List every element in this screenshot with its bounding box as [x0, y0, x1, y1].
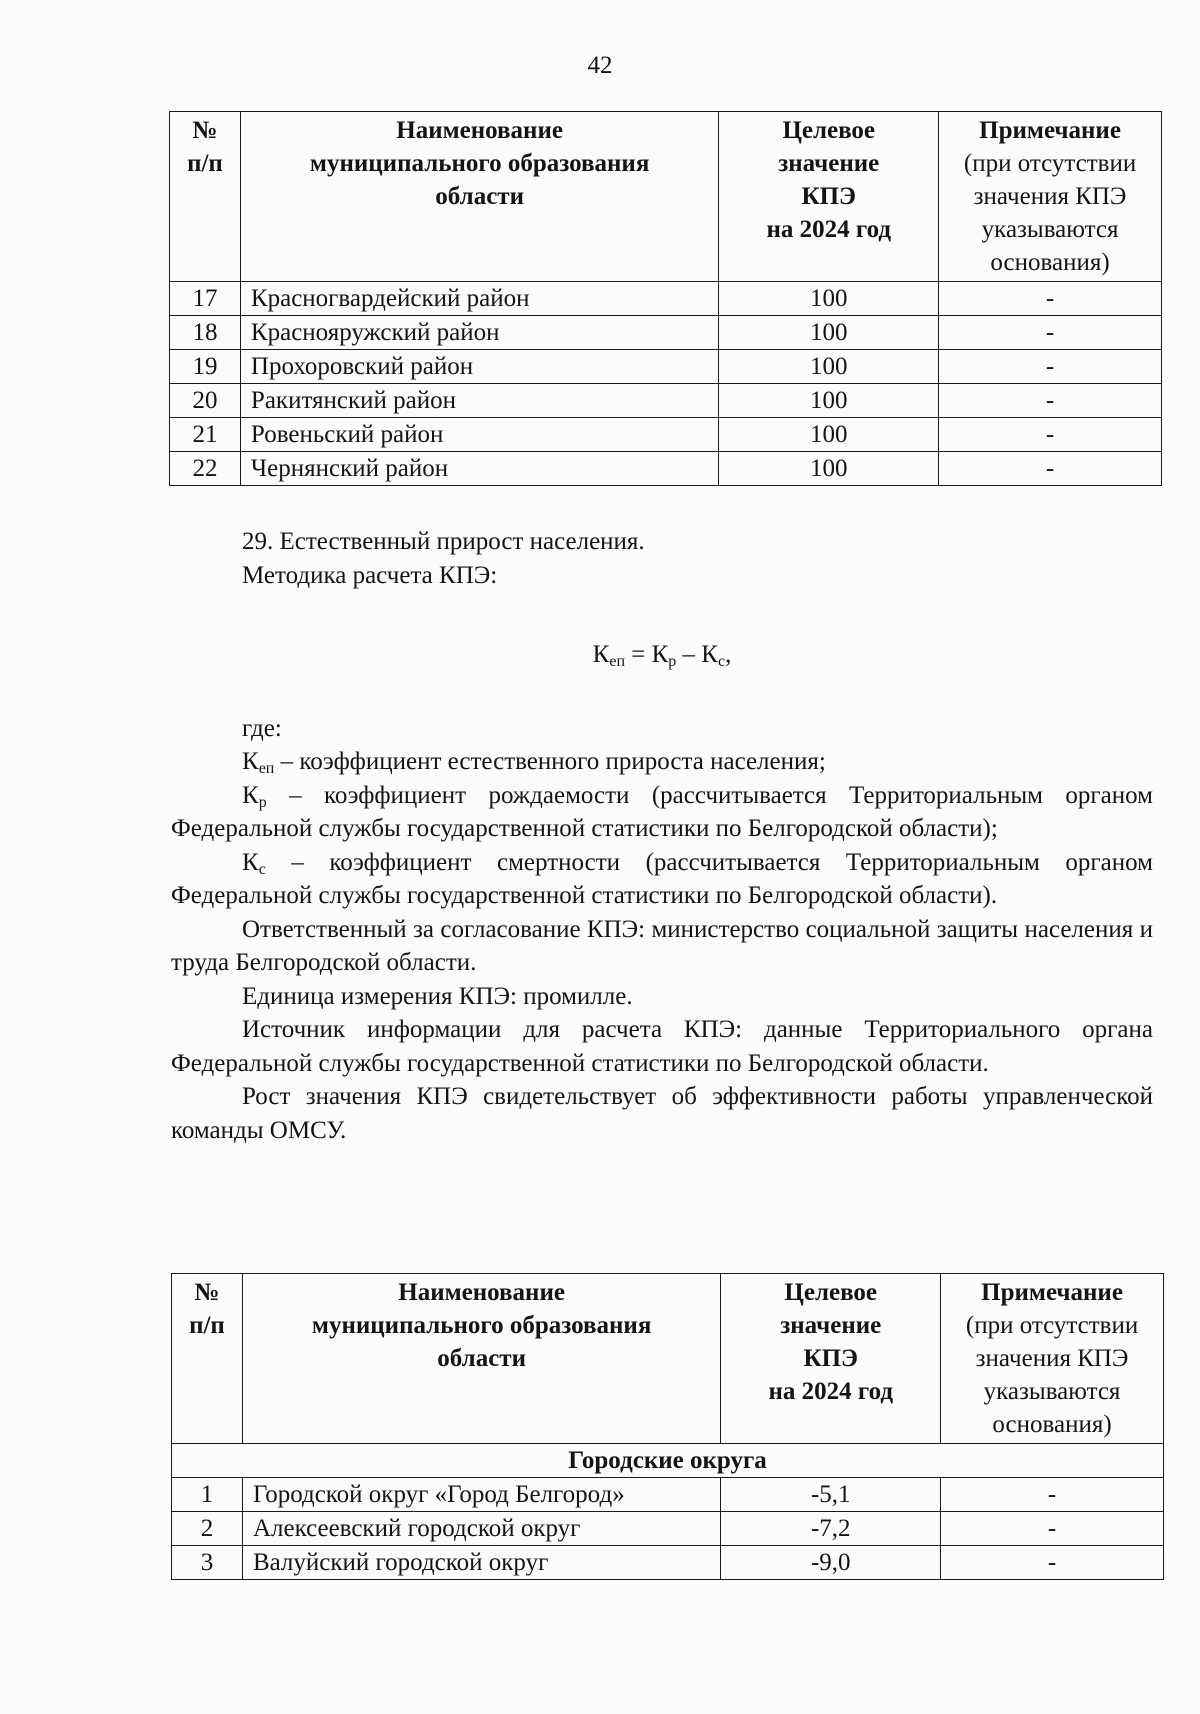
row-note: - [941, 1478, 1164, 1512]
row-value: -5,1 [721, 1478, 941, 1512]
formula [171, 638, 1153, 672]
formula-part: К [592, 641, 610, 668]
header-num-line: № [192, 117, 218, 144]
def-sub: с [258, 860, 266, 878]
def-symbol: К [242, 781, 259, 809]
header-target-line: значение [780, 1312, 882, 1339]
formula-part: = К [625, 641, 669, 668]
growth-paragraph: Рост значения КПЭ свидетельствует об эффективности работы управленческой команды ОМСУ. [171, 1083, 1153, 1144]
def-sub: р [258, 793, 267, 811]
header-name-line: области [435, 183, 524, 210]
header-note-line: указываются [983, 1378, 1121, 1405]
row-value: 100 [719, 418, 939, 452]
row-num: 18 [170, 316, 241, 350]
header-name-line: Наименование [396, 117, 563, 144]
header-target-line: Целевое [784, 1279, 878, 1306]
row-num: 2 [172, 1512, 243, 1546]
header-target [719, 112, 939, 282]
header-note [941, 1274, 1164, 1444]
header-note-line: указываются [981, 216, 1119, 243]
header-target-line: Целевое [782, 117, 876, 144]
row-num: 17 [170, 282, 241, 316]
row-value: 100 [719, 282, 939, 316]
row-name: Алексеевский городской округ [242, 1512, 720, 1546]
definition-ks [171, 846, 1153, 913]
group-row [172, 1444, 1164, 1478]
header-target-line: КПЭ [803, 1345, 858, 1372]
formula-part: , [725, 641, 732, 668]
def-text: – коэффициент смертности (рассчитывается Территориальным органом Федеральной службы государственной статистики по Белгородской области). [171, 848, 1153, 909]
row-name: Прохоровский район [240, 350, 718, 384]
row-name: Ровеньский район [240, 418, 718, 452]
item-title: 29. Естественный прирост населения. [242, 528, 645, 555]
header-note-line: основания) [990, 249, 1110, 276]
row-value: 100 [719, 384, 939, 418]
formula-sub: еп [609, 653, 626, 670]
document-body [171, 525, 1153, 1147]
row-value: -9,0 [721, 1546, 941, 1580]
header-note-line: (при отсутствии [965, 1312, 1139, 1339]
table-row [170, 452, 1162, 486]
row-note: - [939, 316, 1162, 350]
header-target-line: на 2024 год [768, 1378, 893, 1405]
row-value: 100 [719, 452, 939, 486]
row-value: 100 [719, 316, 939, 350]
header-target-line: значение [778, 150, 880, 177]
row-note: - [941, 1546, 1164, 1580]
header-num [170, 112, 241, 282]
header-note-line: Примечание [981, 1279, 1123, 1306]
table-row [170, 350, 1162, 384]
row-value: 100 [719, 350, 939, 384]
header-num-line: п/п [187, 150, 223, 177]
table-row [172, 1512, 1164, 1546]
responsible-paragraph: Ответственный за согласование КПЭ: министерство социальной защиты населения и труда Белгородской области. [171, 915, 1153, 976]
row-num: 20 [170, 384, 241, 418]
header-note-line: (при отсутствии [963, 150, 1137, 177]
header-target-line: КПЭ [801, 183, 856, 210]
header-name-line: области [437, 1345, 526, 1372]
method-label: Методика расчета КПЭ: [242, 561, 498, 589]
formula-sub: с [717, 653, 726, 670]
row-name: Городской округ «Город Белгород» [242, 1478, 720, 1512]
source-paragraph: Источник информации для расчета КПЭ: данные Территориального органа Федеральной службы государственной статистики по Белгородской области. [171, 1016, 1153, 1077]
def-text: – коэффициент рождаемости (рассчитывается Территориальным органом Федеральной службы государственной статистики по Белгородской области); [171, 781, 1153, 842]
table-header-row [172, 1274, 1164, 1444]
def-symbol: К [242, 848, 259, 876]
def-text: – коэффициент естественного прироста населения; [274, 748, 826, 775]
row-note: - [941, 1512, 1164, 1546]
kpe-table-top [169, 111, 1162, 486]
header-name [242, 1274, 720, 1444]
header-name [240, 112, 718, 282]
row-note: - [939, 282, 1162, 316]
header-note-line: Примечание [979, 117, 1121, 144]
row-note: - [939, 384, 1162, 418]
row-name: Красногвардейский район [240, 282, 718, 316]
row-note: - [939, 418, 1162, 452]
table-row [170, 418, 1162, 452]
row-num: 1 [172, 1478, 243, 1512]
def-symbol: К [242, 748, 259, 775]
definition-kep [171, 745, 1153, 779]
header-num-line: п/п [189, 1312, 225, 1339]
header-name-line: муниципального образования [309, 150, 650, 177]
table-row [170, 282, 1162, 316]
row-num: 21 [170, 418, 241, 452]
def-sub: еп [258, 760, 275, 777]
row-num: 3 [172, 1546, 243, 1580]
header-note-line: основания) [992, 1411, 1112, 1438]
formula-sub: р [668, 653, 677, 670]
header-num [172, 1274, 243, 1444]
header-note-line: значения КПЭ [975, 1345, 1129, 1372]
row-name: Чернянский район [240, 452, 718, 486]
unit-paragraph: Единица измерения КПЭ: промилле. [242, 982, 633, 1010]
row-value: -7,2 [721, 1512, 941, 1546]
row-num: 19 [170, 350, 241, 384]
header-note-line: значения КПЭ [973, 183, 1127, 210]
row-note: - [939, 350, 1162, 384]
header-target [721, 1274, 941, 1444]
table-row [170, 384, 1162, 418]
row-num: 22 [170, 452, 241, 486]
row-name: Ракитянский район [240, 384, 718, 418]
table-header-row [170, 112, 1162, 282]
definition-kr [171, 779, 1153, 846]
table-row [172, 1546, 1164, 1580]
table-row [172, 1478, 1164, 1512]
kpe-table-bottom [171, 1273, 1164, 1580]
header-num-line: № [194, 1279, 220, 1306]
formula-part: – К [676, 641, 718, 668]
header-target-line: на 2024 год [766, 216, 892, 243]
where-label: где: [242, 714, 282, 742]
row-note: - [939, 452, 1162, 486]
row-name: Краснояружский район [240, 316, 718, 350]
group-label: Городские округа [172, 1444, 1164, 1478]
row-name: Валуйский городской округ [242, 1546, 720, 1580]
header-name-line: Наименование [398, 1279, 565, 1306]
header-name-line: муниципального образования [311, 1312, 652, 1339]
header-note [939, 112, 1162, 282]
page-number: 42 [587, 52, 613, 79]
table-row [170, 316, 1162, 350]
